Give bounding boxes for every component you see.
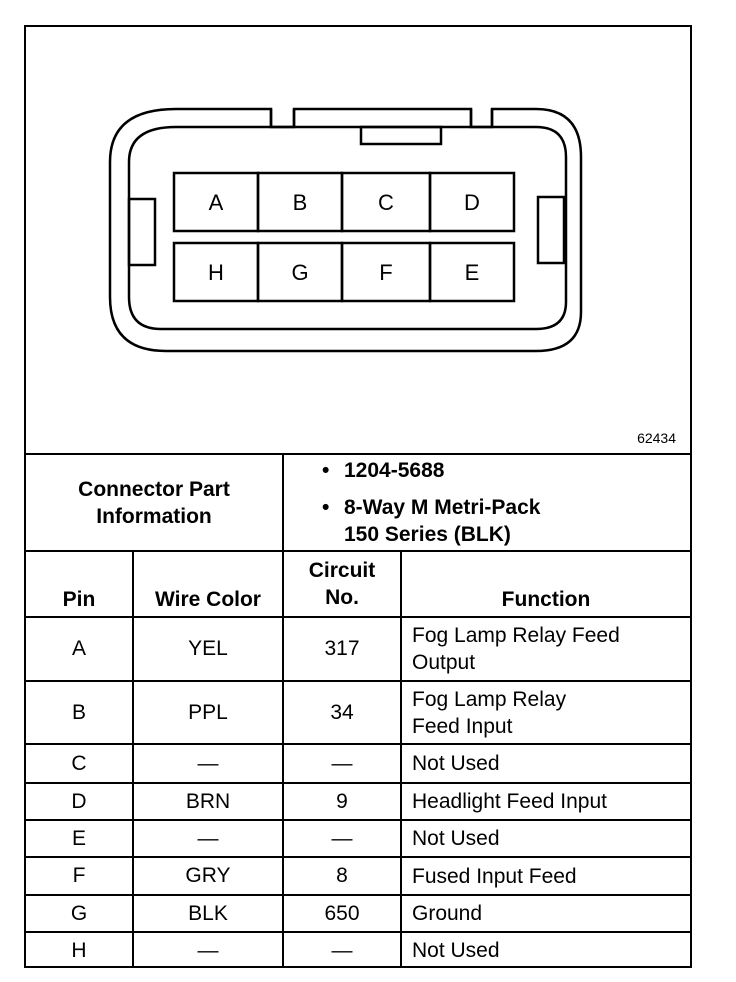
circuit-cell: — [331,938,353,962]
pin-cell: D [71,789,87,813]
wire-color-cell: — [197,826,219,850]
pin-row-bottom [174,243,514,301]
function-line1: Fog Lamp Relay Feed [412,624,620,647]
document-frame [24,25,692,968]
pin-cell: C [71,751,87,775]
pin-label-a: A [208,190,224,215]
pin-label-b: B [292,190,308,215]
circuit-cell: 317 [324,637,360,660]
circuit-cell: 34 [330,700,354,724]
connector-info-label-line1: Connector Part [78,477,230,501]
connector-part-details [322,455,688,551]
part-description-line2: 150 Series (BLK) [344,523,511,546]
wire-color-cell: PPL [188,700,228,724]
side-key-right [538,197,564,263]
header-circuit-line2: No. [325,586,359,609]
header-circuit-no [284,552,400,616]
connector-info-label-line2: Information [96,504,212,528]
circuit-cell: 9 [336,789,348,813]
pin-label-e: E [464,260,480,285]
bullet-icon: • [322,459,330,482]
figure-number: 62434 [637,430,676,446]
function-cell [402,745,690,782]
circuit-cell: 8 [336,864,348,887]
function-cell [402,896,690,931]
side-key-left [129,199,155,265]
pin-label-g: G [291,260,309,285]
pin-cell: E [71,826,86,850]
function-line1: Ground [412,902,483,925]
wire-color-cell: BRN [185,789,231,813]
part-number-item [322,459,445,483]
connector-face-drawing [26,27,690,453]
wire-color-cell: BLK [188,901,228,925]
function-cell [402,858,690,894]
pin-cell: F [72,864,86,887]
circuit-cell: 650 [324,901,360,925]
pin-label-c: C [378,190,394,215]
function-line1: Not Used [412,752,500,775]
lock-tab [361,127,441,144]
function-cell [402,784,690,819]
pin-label-h: H [208,260,224,285]
pin-row-top [174,173,514,231]
function-line1: Fused Input Feed [412,864,577,888]
function-line2: Feed Input [412,714,513,738]
wire-color-cell: GRY [185,864,231,887]
circuit-cell: — [331,826,353,850]
wire-color-cell: YEL [188,637,228,660]
function-cell [402,618,690,680]
header-wire-color: Wire Color [155,588,261,611]
connector-diagram [26,27,690,453]
function-cell [402,682,690,743]
part-description-line1: 8-Way M Metri-Pack [344,496,541,519]
function-cell [402,933,690,968]
function-line1: Not Used [412,939,500,962]
function-line1: Headlight Feed Input [412,790,607,813]
part-description-item [322,494,541,548]
pin-label-f: F [379,260,393,285]
function-cell [402,821,690,856]
header-circuit-line1: Circuit [308,559,376,582]
connector-info-label [26,455,282,550]
pin-cell: H [71,938,87,962]
function-line1: Fog Lamp Relay [412,687,567,711]
circuit-cell: — [331,751,353,775]
housing-inner [129,127,566,329]
part-number: 1204-5688 [344,459,445,482]
pin-cell: A [71,637,86,660]
header-pin: Pin [62,588,96,611]
pin-cell: B [71,700,86,724]
pin-cell: G [70,901,88,925]
bullet-icon: • [322,496,330,519]
function-line2: Output [412,651,476,674]
header-function: Function [501,588,591,611]
wire-color-cell: — [197,938,219,962]
wire-color-cell: — [197,751,219,775]
pin-label-d: D [464,190,480,215]
function-line1: Not Used [412,827,500,850]
